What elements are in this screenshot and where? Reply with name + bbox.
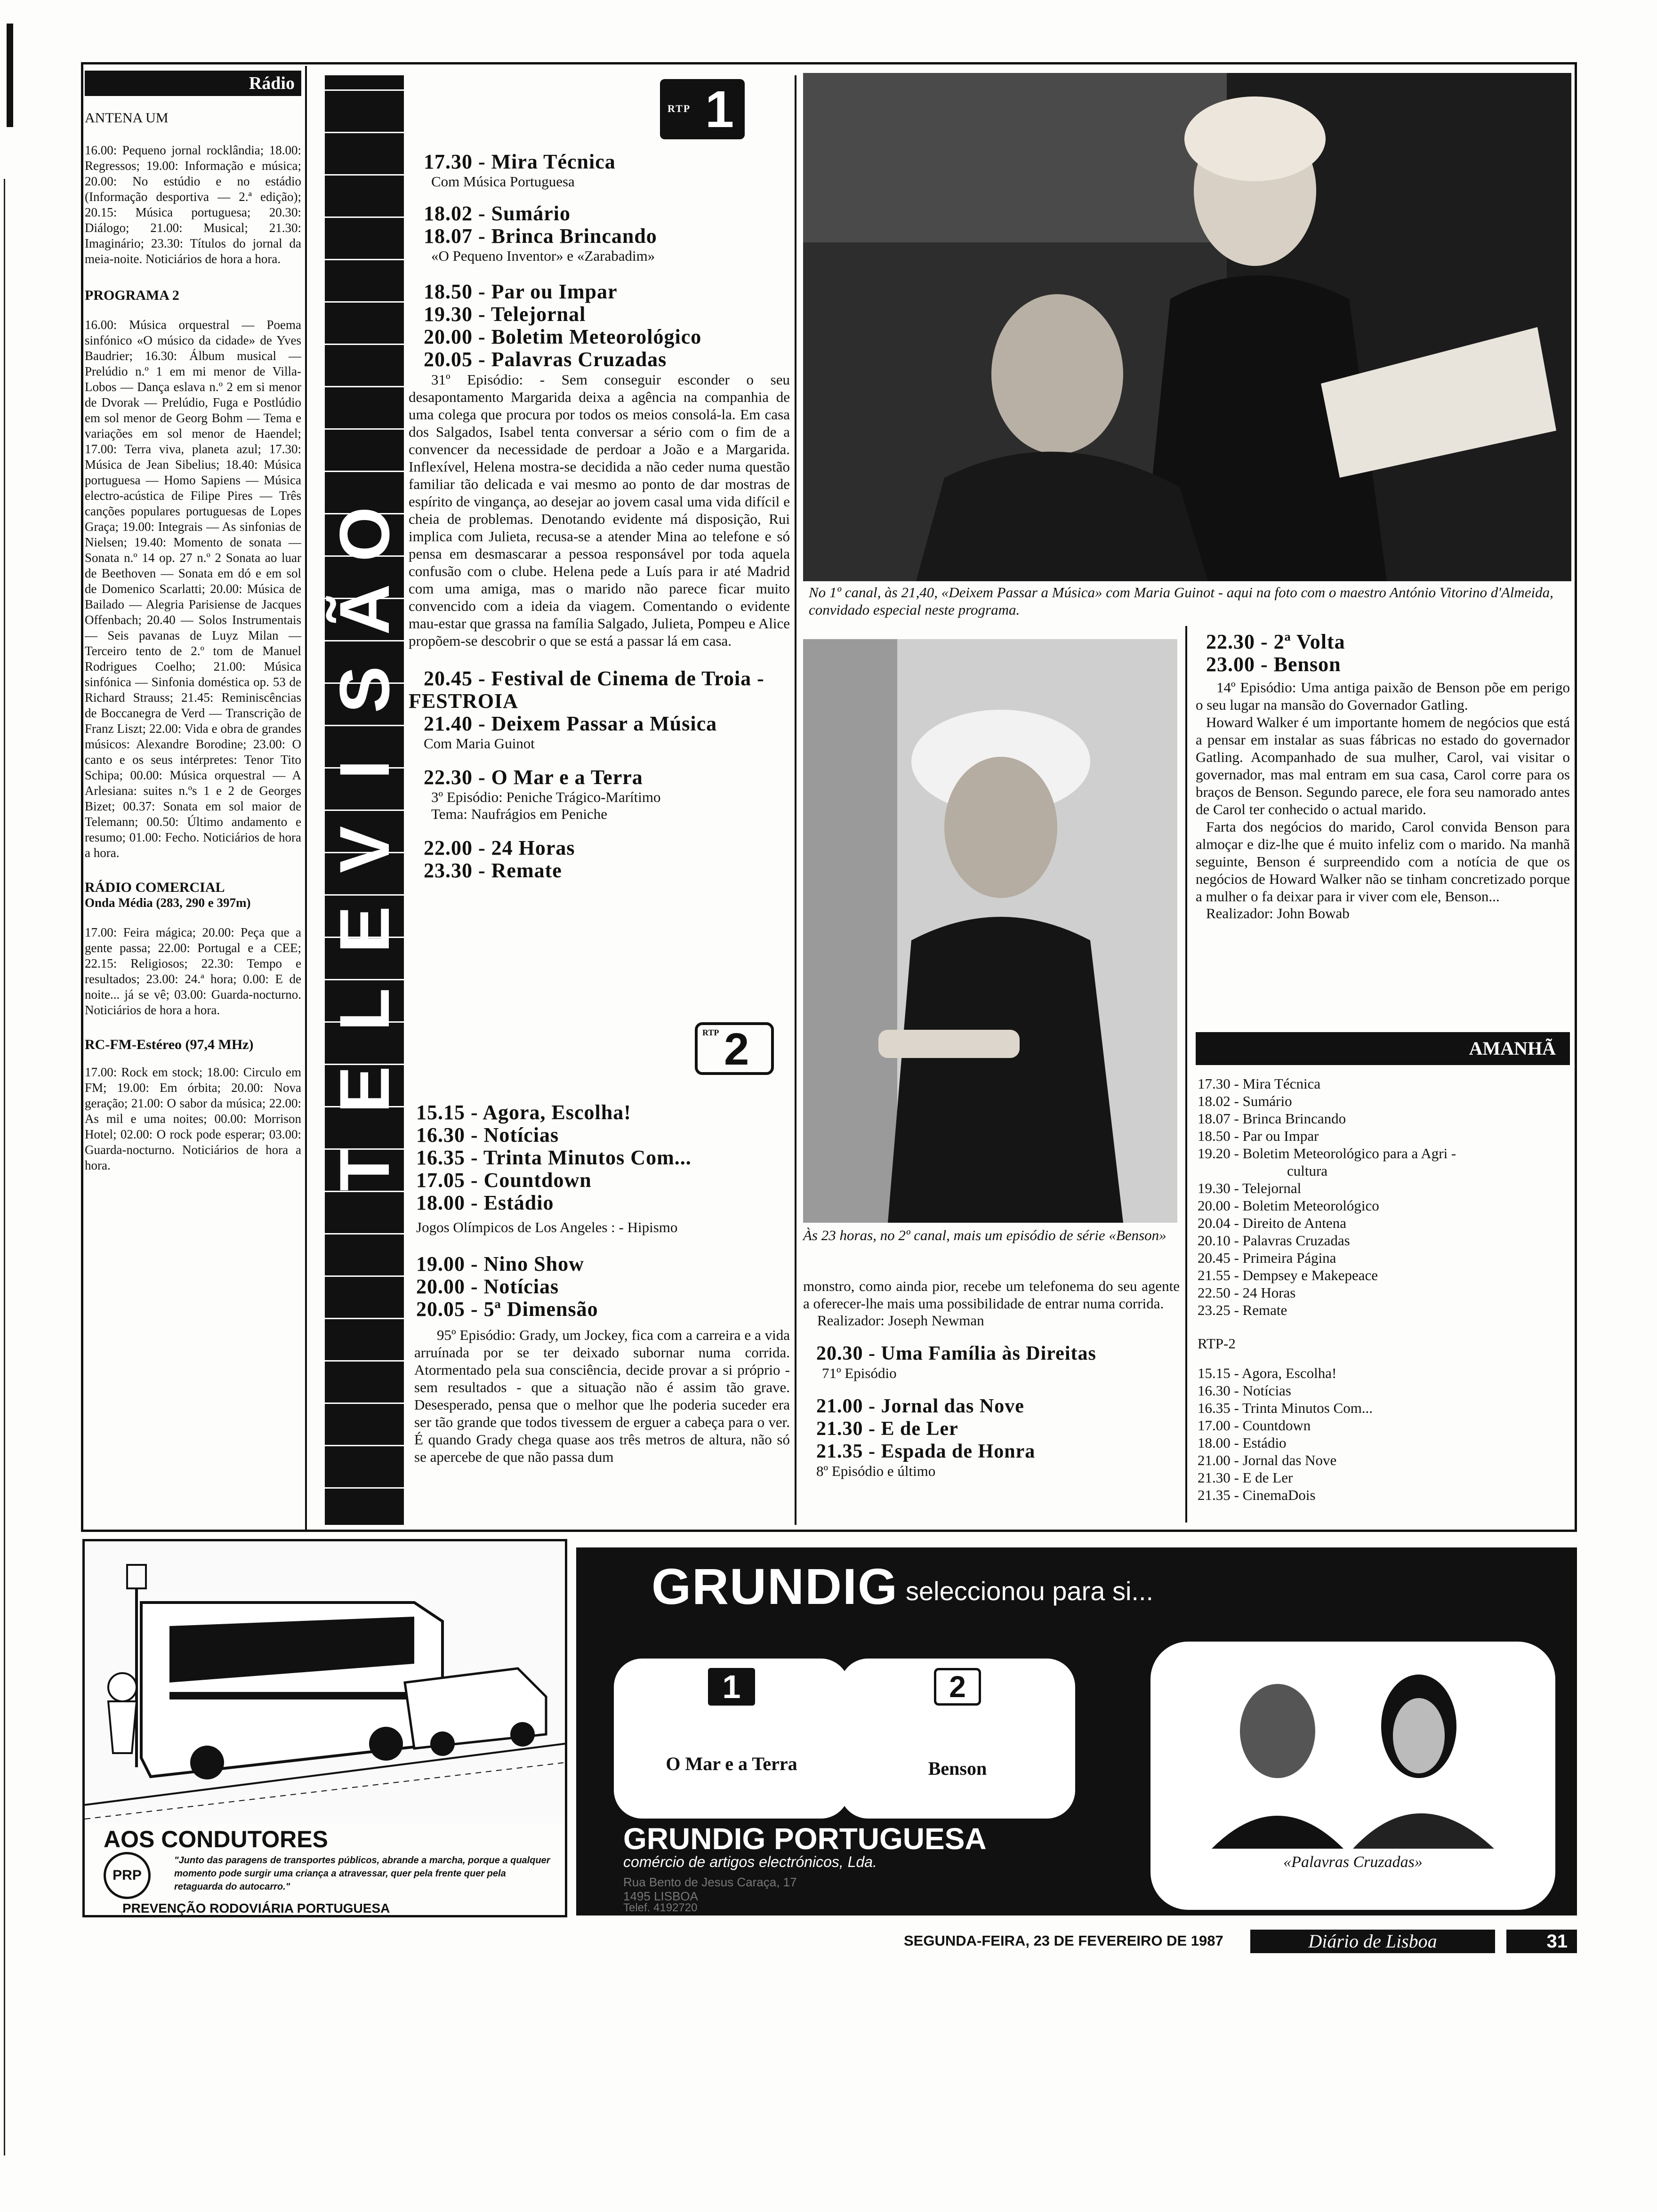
- list-item: 21.30 - E de Ler: [1198, 1469, 1293, 1486]
- programa-2-text: 16.00: Música orquestral — Poema sinfónico «O músico da cidade» de Yves Baudrier; 16.30: Álbum musical — Prelúdio n.º 1 em mi menor de Villa-Lobos — Dança eslava n.º 2 em si menor de Dvorak — Prelúdio, Fuga e Postlúdio em sol menor de Georg Bohm — Tema e variações em sol menor de Haendel; 17.00: Terra viva, planeta azul; 17.30: Música de Jean Sibelius; 18.40: Música portuguesa — Homo Sapiens — Música electro-acústica de Filipe Pires — Três canções populares portuguesas de Lopes Graça; 19.00: Integrais — As sinfonias de Nielsen; 19.40: Momento de sonata — Sonata n.º 14 op. 27 n.º 2 Sonata ao luar de Beethoven — Sonata em dó e em sol de Domenico Scarlatti; 20.00: Música de Bailado — Alegria Parisiense de Jacques Offenbach; 20.40 — Solos Instrumentais — Seis pavanas de Luyz Milan — Terceiro tento de 2.º tom de Manuel Rodrigues Coelho; 21.00: Música sinfónica — Sinfonia doméstica op. 53 de Richard Strauss; 21.45: Reminiscências de Boccanegra de Verd — Transcrição de Franz Liszt; 22.00: Vida e obra de grandes músicos: Alexandre Borodine; 23.00: O canto e os seus intérpretes: Tenor Tito Schipa; 00.00: Música orquestral — A Arlesiana: suites n.ºs 1 e 2 de Georges Bizet; 00.37: Sonata em sol maior de Telemann; 00.50: Último andamento e resumo; 01.00: Fecho. Noticiários de hora a hora.: [85, 318, 301, 860]
- ad-title: AOS CONDUTORES: [104, 1826, 328, 1852]
- grundig-tagline: seleccionou para si...: [906, 1576, 1154, 1606]
- list-item: 18.50 - Par ou Impar: [1198, 1128, 1319, 1144]
- programme-title: 17.05 - Countdown: [416, 1169, 592, 1192]
- rtp2-logo: [695, 1022, 774, 1075]
- programme-description: Farta dos negócios do marido, Carol convida Benson para almoçar e diz-lhe que é muito infeliz com o marido. Na manhã seguinte, Benson é surpreendido com a notícia de que os negócios de Howard Walker não se tinham concretizado porque a mulher o fa deixar para ir viver com ele, Benson...: [1196, 818, 1570, 905]
- programme-title: 18.50 - Par ou Impar: [424, 280, 618, 303]
- programme-title: 22.30 - O Mar e a Terra: [424, 766, 643, 789]
- programme-title: 21.30 - E de Ler: [816, 1418, 958, 1440]
- list-item: 20.04 - Direito de Antena: [1198, 1215, 1346, 1231]
- radio-header: Rádio: [85, 71, 301, 96]
- programme-title: 16.30 - Notícias: [416, 1123, 559, 1146]
- tv-set-rtp2: [840, 1659, 1075, 1819]
- list-item: 18.00 - Estádio: [1198, 1435, 1287, 1451]
- prp-logo: PRP: [104, 1852, 151, 1899]
- tv-set-photo: [1150, 1642, 1555, 1910]
- programme-title: 16.35 - Trinta Minutos Com...: [416, 1146, 692, 1169]
- list-item: 19.20 - Boletim Meteorológico para a Agri -: [1198, 1145, 1456, 1162]
- list-item: 20.45 - Primeira Página: [1198, 1250, 1336, 1266]
- programme-title: 19.30 - Telejornal: [424, 303, 586, 326]
- rcfm-text: 17.00: Rock em stock; 18.00: Circulo em FM; 19.00: Em órbita; 20.00: Nova geração; 21.00: O sabor da música; 22.00: As mil e uma noites; 00.00: Morrison Hotel; 02.00: O rock pode esperar; 03.00: Guarda-nocturno. Noticiários de hora a hora.: [85, 1065, 301, 1172]
- programme-title: 18.02 - Sumário: [424, 202, 571, 225]
- banner-letter: T: [325, 1148, 404, 1191]
- list-item: 18.02 - Sumário: [1198, 1093, 1292, 1109]
- grundig-advertisement: [576, 1547, 1577, 1915]
- programme-title: 21.35 - Espada de Honra: [816, 1441, 1036, 1462]
- banner-letter: V: [325, 825, 404, 874]
- list-item: 15.15 - Agora, Escolha!: [1198, 1365, 1337, 1381]
- programme-title: 21.00 - Jornal das Nove: [816, 1395, 1024, 1417]
- programme-title: 21.40 - Deixem Passar a Música: [424, 712, 717, 735]
- grundig-address: Rua Bento de Jesus Caraça, 17: [623, 1875, 797, 1889]
- list-item: 17.00 - Countdown: [1198, 1417, 1311, 1434]
- programme-title: 20.00 - Notícias: [416, 1275, 559, 1298]
- banner-letter: Ã: [325, 584, 404, 635]
- programme-title: 23.30 - Remate: [424, 859, 562, 882]
- banner-letter: E: [325, 1066, 404, 1114]
- programme-title: 19.00 - Nino Show: [416, 1252, 584, 1275]
- programme-subtitle: Jogos Olímpicos de Los Angeles : - Hipismo: [416, 1219, 678, 1235]
- prp-advertisement: [82, 1539, 567, 1917]
- programme-title: 23.00 - Benson: [1206, 653, 1341, 676]
- list-item: 18.07 - Brinca Brincando: [1198, 1110, 1346, 1127]
- binding-mark: [4, 179, 5, 2156]
- comercial-subtitle: Onda Média (283, 290 e 397m): [85, 896, 251, 910]
- banner-letter: S: [325, 665, 404, 713]
- grundig-brand: GRUNDIG: [652, 1558, 898, 1615]
- list-item: 21.35 - CinemaDois: [1198, 1487, 1316, 1503]
- programme-subtitle: Tema: Naufrágios em Peniche: [431, 806, 607, 822]
- programme-subtitle: 3º Episódio: Peniche Trágico-Marítimo: [431, 789, 661, 805]
- antena-um-text: 16.00: Pequeno jornal rocklândia; 18.00: Regressos; 19.00: Informação e música; 20.00: No estúdio e no estádio (Informação desportiva — 2.ª edição); 20.15: Música portuguesa; 20.30: Diálogo; 21.00: Musical; 21.30: Imaginário; 23.30: Títulos do jornal da meia-noite. Noticiários de hora a hora.: [85, 143, 301, 266]
- programme-subtitle: 8º Episódio e último: [816, 1463, 936, 1479]
- programme-title: 20.45 - Festival de Cinema de Troia - FESTROIA: [409, 667, 764, 713]
- programme-title: 22.00 - 24 Horas: [424, 836, 575, 859]
- photo-maria-guinot: [803, 73, 1571, 581]
- grundig-phone: Telef. 4192720: [623, 1901, 698, 1914]
- programme-title: 18.07 - Brinca Brincando: [424, 224, 657, 248]
- banner-letter: I: [325, 760, 404, 779]
- antena-um-title: ANTENA UM: [85, 110, 169, 126]
- rtp1-logo: 1: [708, 1668, 755, 1706]
- photo-caption: Às 23 horas, no 2º canal, mais um episódio de série «Benson»: [803, 1227, 1166, 1243]
- list-item: 21.55 - Dempsey e Makepeace: [1198, 1267, 1378, 1283]
- programme-title: 20.05 - 5ª Dimensão: [416, 1298, 598, 1321]
- comercial-title: RÁDIO COMERCIAL: [85, 880, 225, 895]
- list-item: 21.00 - Jornal das Nove: [1198, 1452, 1337, 1468]
- programme-subtitle: Com Música Portuguesa: [431, 173, 575, 190]
- rtp2-schedule: [409, 1101, 790, 1466]
- programme-title: 17.30 - Mira Técnica: [424, 150, 616, 173]
- programa-2-title: PROGRAMA 2: [85, 288, 179, 303]
- list-item: 23.25 - Remate: [1198, 1302, 1287, 1318]
- programme-description: 14º Episódio: Uma antiga paixão de Benson põe em perigo o seu lugar na mansão do Governador Gatling.: [1196, 679, 1570, 713]
- rtp1-logo-text: RTP: [668, 103, 691, 114]
- ad-quote: "Junto das paragens de transportes públicos, abrande a marcha, porque a qualquer momento pode surgir uma criança a atravessar, quer pela frente quer pela retaguarda do autocarro.": [174, 1855, 550, 1892]
- programme-title: 20.00 - Boletim Meteorológico: [424, 325, 702, 348]
- footer-masthead: Diário de Lisboa: [1250, 1930, 1495, 1953]
- list-item: 16.35 - Trinta Minutos Com...: [1198, 1400, 1373, 1416]
- page-number: 31: [1506, 1930, 1577, 1953]
- programme-director: Realizador: Joseph Newman: [817, 1312, 984, 1329]
- programme-title: 20.30 - Uma Família às Direitas: [816, 1343, 1096, 1364]
- rtp1-late-schedule: [1196, 631, 1570, 922]
- programme-description: 31º Episódio: - Sem conseguir esconder o seu desapontamento Margarida deixa a agência na companhia de uma colega que procura por todos os meios consolá-la. Em casa dos Salgados, Isabel tenta conversar a sério com o fim de a convencer da necessidade de perdoar a João e a Margarida. Inflexível, Helena mostra-se decidida a não ceder numa questão familiar tão delicada e vai mesmo ao ponto de dar mostras de espírito de vingança, ao desejar ao jovem casal uma vida difícil e cheia de problemas. Denotando evidente má disposição, Rui implica com Julieta, recusa-se a atender Mina ao telefone e só pensa em desmascarar a pessoa responsável por toda aquela confusão com o clube. Helena pede a Luís para ir até Madrid com uma amiga, mas o marido não parece ficar muito convencido com a ideia da viagem. Comentando o evidente mau-estar que grassa na família Salgado, Julieta, Pompeu e Alice propõem-se descobrir o que se está a passar lá em casa.: [409, 371, 790, 649]
- section-title: RTP-2: [1198, 1335, 1236, 1352]
- rtp2-logo: 2: [934, 1668, 981, 1706]
- list-item: 20.00 - Boletim Meteorológico: [1198, 1197, 1379, 1214]
- rtp1-logo-number: 1: [705, 80, 734, 138]
- programme-description: Howard Walker é um importante homem de negócios que está a pensar em instalar as suas fábricas no estado do governador Gatling. Acompanhado de sua mulher, Carol, vai visitar o governador, mas mal entram em sua casa, Carol corre para os braços de Benson. Segundo parece, ele fora seu namorado antes de Carol ter conhecido o actual marido.: [1196, 714, 1570, 817]
- footer-date: SEGUNDA-FEIRA, 23 DE FEVEREIRO DE 1987: [904, 1932, 1223, 1949]
- palavras-cruzadas-photo: [1183, 1660, 1522, 1849]
- programme-title: 15.15 - Agora, Escolha!: [416, 1101, 631, 1124]
- banner-letter: L: [325, 988, 404, 1031]
- list-item: 16.30 - Notícias: [1198, 1382, 1291, 1399]
- banner-letter: E: [325, 906, 404, 954]
- photo-caption: No 1º canal, às 21,40, «Deixem Passar a Música» com Maria Guinot - aqui na foto com o maestro António Vitorino d'Almeida, convidado especial neste programa.: [809, 584, 1553, 618]
- grundig-address: 1495 LISBOA: [623, 1889, 698, 1903]
- rcfm-title: RC-FM-Estéreo (97,4 MHz): [85, 1037, 254, 1052]
- bus-illustration: [85, 1541, 565, 1824]
- programme-title: 22.30 - 2ª Volta: [1206, 630, 1345, 653]
- list-item: 22.50 - 24 Horas: [1198, 1284, 1296, 1301]
- rtp2-logo-number: 2: [724, 1024, 749, 1074]
- rtp1-logo: [660, 79, 745, 139]
- rtp1-schedule: [409, 151, 790, 882]
- list-item: 17.30 - Mira Técnica: [1198, 1075, 1321, 1092]
- programme-director: Realizador: John Bowab: [1206, 905, 1350, 922]
- radio-column: [85, 71, 301, 1527]
- amanha-header: AMANHÃ: [1196, 1032, 1570, 1065]
- programme-description: 95º Episódio: Grady, um Jockey, fica com a carreira e a vida arruínada por se ter deixado subornar numa corrida. Atormentado pela sua consciência, decide provar a si próprio - sem resultados - que a situação não é assim tão grave. Desesperado, pensa que o melhor que lhe poderia suceder era ser tão grande que todos tivessem de erguer a cabeça para o ver. É quando Grady chega quase aos três metros de altura, não só se apercebe de que não passa dum: [414, 1327, 790, 1465]
- list-item: 20.10 - Palavras Cruzadas: [1198, 1232, 1350, 1249]
- programme-description: monstro, como ainda pior, recebe um telefonema do seu agente a oferecer-lhe mais uma possibilidade de entrar numa corrida.: [803, 1278, 1180, 1312]
- rtp2-logo-text: RTP: [702, 1028, 719, 1037]
- divider: [1185, 626, 1187, 1523]
- rtp2-continuation: [803, 1277, 1180, 1480]
- tv1-label: O Mar e a Terra: [666, 1753, 797, 1774]
- list-item: cultura: [1287, 1162, 1328, 1179]
- photo-caption: «Palavras Cruzadas»: [1283, 1853, 1423, 1871]
- tv2-label: Benson: [928, 1758, 987, 1779]
- binding-mark: [7, 24, 13, 127]
- programme-subtitle: 71º Episódio: [822, 1365, 897, 1381]
- programme-subtitle: «O Pequeno Inventor» e «Zarabadim»: [431, 248, 655, 264]
- programme-title: 18.00 - Estádio: [416, 1191, 554, 1214]
- programme-subtitle: Com Maria Guinot: [424, 735, 535, 752]
- amanha-list: [1198, 1075, 1569, 1504]
- grundig-company-sub: comércio de artigos electrónicos, Lda.: [623, 1853, 877, 1870]
- list-item: 19.30 - Telejornal: [1198, 1180, 1302, 1196]
- television-banner: [325, 75, 404, 1525]
- ad-organization: PREVENÇÃO RODOVIÁRIA PORTUGUESA: [122, 1901, 390, 1915]
- grundig-company: GRUNDIG PORTUGUESA: [623, 1822, 987, 1856]
- banner-letter: O: [325, 506, 404, 562]
- photo-benson: [803, 639, 1177, 1223]
- comercial-text: 17.00: Feira mágica; 20.00: Peça que a gente passa; 22.00: Portugal e a CEE; 22.15: Religiosos; 22.30: Tempo e resultados; 23.00: 24.ª hora; 0.00: E de noite... já se vê; 03.00: Guarda-nocturno. Noticiários de hora a hora.: [85, 925, 301, 1017]
- programme-title: 20.05 - Palavras Cruzadas: [424, 348, 667, 371]
- tv-set-rtp1: [614, 1659, 849, 1819]
- divider: [795, 75, 796, 1525]
- divider: [305, 66, 307, 1530]
